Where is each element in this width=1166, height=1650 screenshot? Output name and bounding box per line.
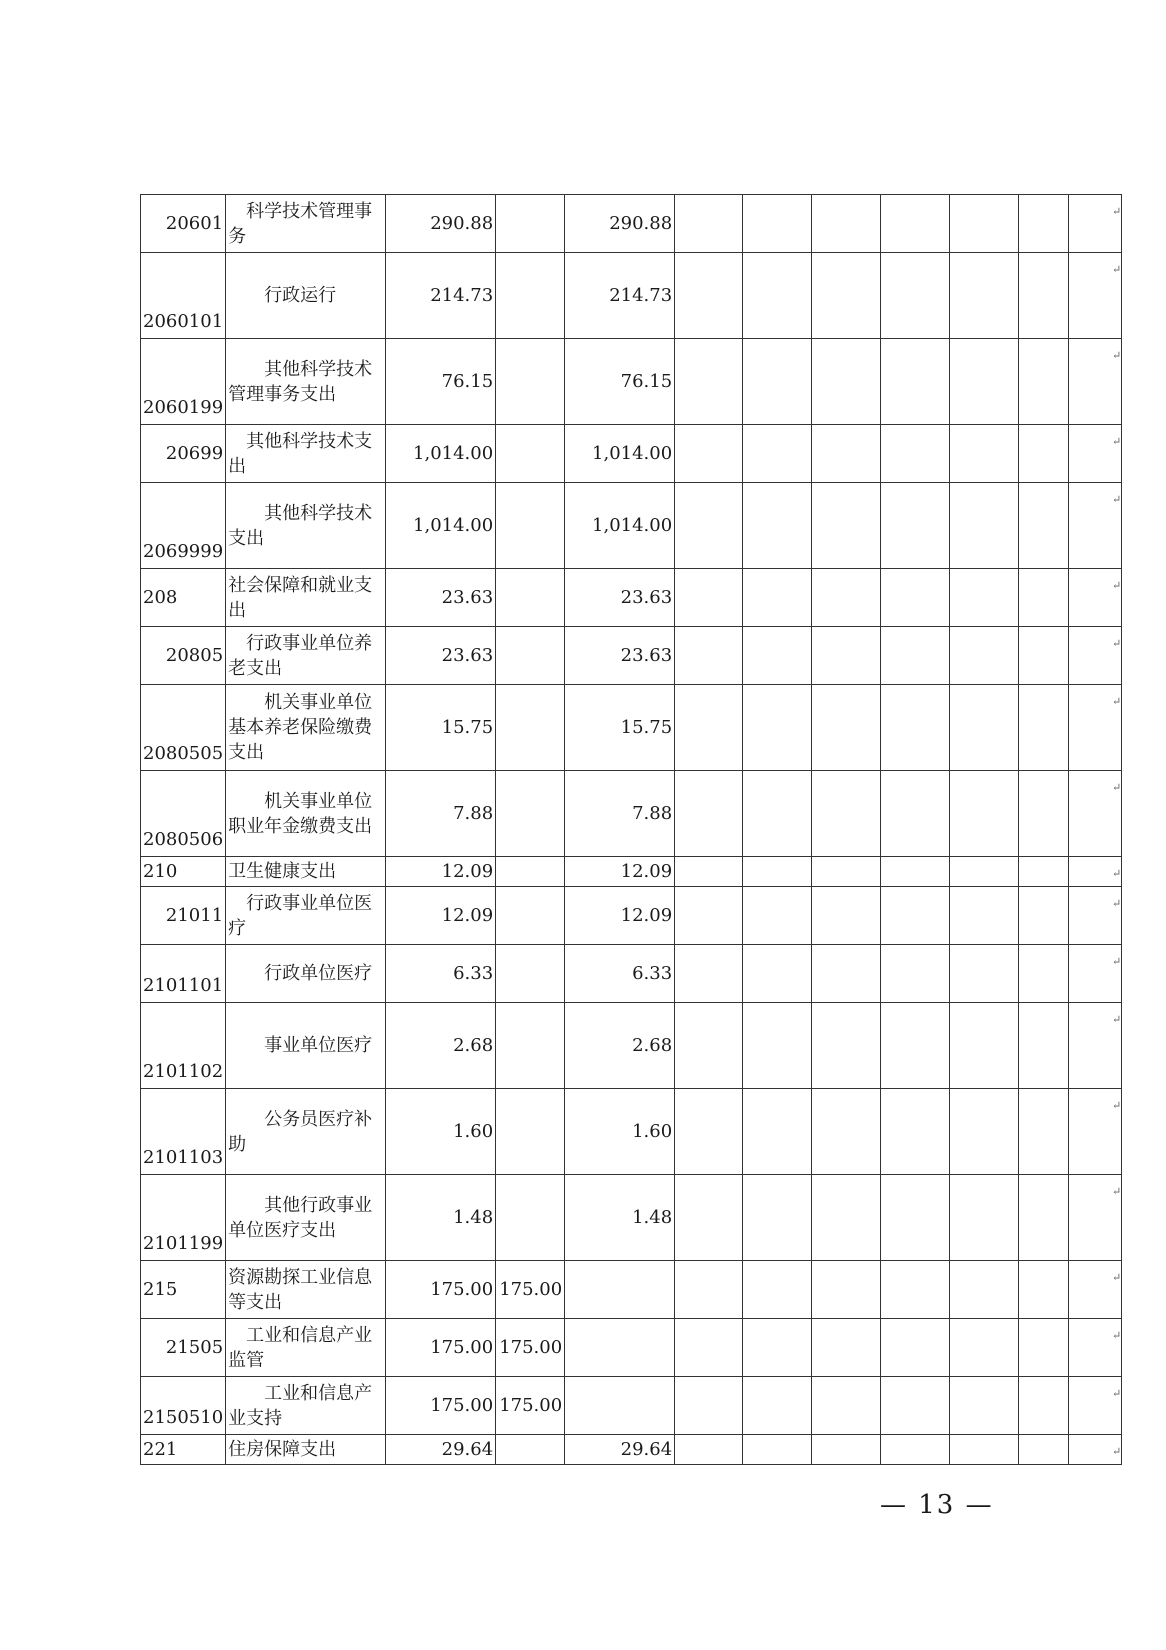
paragraph-mark-icon: ↵ <box>1112 1013 1122 1026</box>
row-col2 <box>496 1003 565 1089</box>
empty-cell <box>881 685 950 771</box>
row-col3: 6.33 <box>565 945 675 1003</box>
row-total: 76.15 <box>386 339 496 425</box>
empty-cell <box>1069 1319 1122 1377</box>
empty-cell <box>950 425 1019 483</box>
row-name: 社会保障和就业支出 <box>226 569 386 627</box>
row-name: 卫生健康支出 <box>226 857 386 887</box>
empty-cell <box>881 1261 950 1319</box>
paragraph-mark-icon: ↵ <box>1112 867 1122 880</box>
row-code: 2150510 <box>141 1377 226 1435</box>
empty-cell <box>1019 253 1069 339</box>
row-col3: 7.88 <box>565 771 675 857</box>
empty-cell <box>675 1003 743 1089</box>
empty-cell <box>1019 483 1069 569</box>
empty-cell <box>675 627 743 685</box>
empty-cell <box>950 1003 1019 1089</box>
empty-cell <box>812 1175 881 1261</box>
table-row <box>141 771 1122 857</box>
row-total: 1,014.00 <box>386 425 496 483</box>
empty-cell <box>812 1377 881 1435</box>
row-code: 20601 <box>141 195 226 253</box>
row-name: 事业单位医疗 <box>226 1003 386 1089</box>
empty-cell <box>743 1261 812 1319</box>
empty-cell <box>950 1377 1019 1435</box>
empty-cell <box>950 857 1019 887</box>
row-col2: 175.00 <box>496 1377 565 1435</box>
row-col3: 1,014.00 <box>565 425 675 483</box>
paragraph-mark-icon: ↵ <box>1112 695 1122 708</box>
empty-cell <box>881 1003 950 1089</box>
row-col2 <box>496 1435 565 1465</box>
empty-cell <box>675 1261 743 1319</box>
table-row <box>141 685 1122 771</box>
empty-cell <box>812 1089 881 1175</box>
empty-cell <box>743 1435 812 1465</box>
empty-cell <box>1069 195 1122 253</box>
empty-cell <box>675 1175 743 1261</box>
empty-cell <box>950 1319 1019 1377</box>
empty-cell <box>950 339 1019 425</box>
row-col2 <box>496 945 565 1003</box>
row-total: 6.33 <box>386 945 496 1003</box>
row-code: 221 <box>141 1435 226 1465</box>
empty-cell <box>1019 627 1069 685</box>
row-name: 其他科学技术支出 <box>226 483 386 569</box>
empty-cell <box>950 945 1019 1003</box>
row-name: 其他科学技术管理事务支出 <box>226 339 386 425</box>
empty-cell <box>743 857 812 887</box>
empty-cell <box>950 195 1019 253</box>
empty-cell <box>675 887 743 945</box>
row-col3: 2.68 <box>565 1003 675 1089</box>
empty-cell <box>881 945 950 1003</box>
row-name: 机关事业单位基本养老保险缴费支出 <box>226 685 386 771</box>
row-name: 其他行政事业单位医疗支出 <box>226 1175 386 1261</box>
row-code: 2069999 <box>141 483 226 569</box>
empty-cell <box>1019 1175 1069 1261</box>
empty-cell <box>881 339 950 425</box>
paragraph-mark-icon: ↵ <box>1112 349 1122 362</box>
row-total: 7.88 <box>386 771 496 857</box>
empty-cell <box>950 1435 1019 1465</box>
empty-cell <box>1069 887 1122 945</box>
empty-cell <box>812 685 881 771</box>
empty-cell <box>675 569 743 627</box>
empty-cell <box>743 1089 812 1175</box>
row-col2 <box>496 1089 565 1175</box>
row-total: 12.09 <box>386 857 496 887</box>
row-total: 214.73 <box>386 253 496 339</box>
table-body <box>141 195 1122 1465</box>
row-col2 <box>496 771 565 857</box>
paragraph-mark-icon: ↵ <box>1112 955 1122 968</box>
row-col2: 175.00 <box>496 1261 565 1319</box>
table-row <box>141 1261 1122 1319</box>
row-col2 <box>496 887 565 945</box>
empty-cell <box>812 627 881 685</box>
row-code: 208 <box>141 569 226 627</box>
table-row <box>141 1089 1122 1175</box>
empty-cell <box>743 685 812 771</box>
row-col3: 29.64 <box>565 1435 675 1465</box>
row-col3 <box>565 1261 675 1319</box>
empty-cell <box>743 1319 812 1377</box>
row-total: 1.48 <box>386 1175 496 1261</box>
row-col3: 23.63 <box>565 569 675 627</box>
row-code: 21011 <box>141 887 226 945</box>
row-code: 2080505 <box>141 685 226 771</box>
row-name: 资源勘探工业信息等支出 <box>226 1261 386 1319</box>
row-total: 23.63 <box>386 627 496 685</box>
empty-cell <box>1069 569 1122 627</box>
table-row <box>141 195 1122 253</box>
empty-cell <box>881 1435 950 1465</box>
empty-cell <box>743 945 812 1003</box>
paragraph-mark-icon: ↵ <box>1112 205 1122 218</box>
empty-cell <box>881 887 950 945</box>
table-row <box>141 945 1122 1003</box>
empty-cell <box>812 887 881 945</box>
paragraph-mark-icon: ↵ <box>1112 263 1122 276</box>
paragraph-mark-icon: ↵ <box>1112 1099 1122 1112</box>
empty-cell <box>950 1089 1019 1175</box>
table-row <box>141 1319 1122 1377</box>
empty-cell <box>950 627 1019 685</box>
empty-cell <box>675 195 743 253</box>
empty-cell <box>950 253 1019 339</box>
row-code: 2101103 <box>141 1089 226 1175</box>
empty-cell <box>881 483 950 569</box>
row-col2: 175.00 <box>496 1319 565 1377</box>
empty-cell <box>812 771 881 857</box>
row-col3: 12.09 <box>565 857 675 887</box>
empty-cell <box>812 857 881 887</box>
empty-cell <box>881 1089 950 1175</box>
empty-cell <box>675 1377 743 1435</box>
empty-cell <box>743 425 812 483</box>
empty-cell <box>1019 857 1069 887</box>
empty-cell <box>743 627 812 685</box>
row-code: 215 <box>141 1261 226 1319</box>
paragraph-mark-icon: ↵ <box>1112 435 1122 448</box>
paragraph-mark-icon: ↵ <box>1112 1387 1122 1400</box>
row-total: 12.09 <box>386 887 496 945</box>
empty-cell <box>743 1377 812 1435</box>
row-col3 <box>565 1319 675 1377</box>
table-row <box>141 483 1122 569</box>
empty-cell <box>743 195 812 253</box>
row-col3: 290.88 <box>565 195 675 253</box>
empty-cell <box>675 685 743 771</box>
empty-cell <box>812 1003 881 1089</box>
paragraph-mark-icon: ↵ <box>1112 1445 1122 1458</box>
row-col2 <box>496 483 565 569</box>
empty-cell <box>1019 339 1069 425</box>
empty-cell <box>881 627 950 685</box>
empty-cell <box>881 857 950 887</box>
empty-cell <box>675 253 743 339</box>
paragraph-mark-icon: ↵ <box>1112 637 1122 650</box>
row-name: 科学技术管理事务 <box>226 195 386 253</box>
empty-cell <box>675 425 743 483</box>
empty-cell <box>1069 1261 1122 1319</box>
row-total: 1.60 <box>386 1089 496 1175</box>
empty-cell <box>812 253 881 339</box>
table-row <box>141 569 1122 627</box>
table-row <box>141 1435 1122 1465</box>
row-col3: 12.09 <box>565 887 675 945</box>
empty-cell <box>1069 1377 1122 1435</box>
empty-cell <box>950 569 1019 627</box>
row-code: 20699 <box>141 425 226 483</box>
empty-cell <box>812 195 881 253</box>
empty-cell <box>1019 195 1069 253</box>
empty-cell <box>1019 569 1069 627</box>
empty-cell <box>950 1175 1019 1261</box>
row-code: 20805 <box>141 627 226 685</box>
empty-cell <box>675 1435 743 1465</box>
empty-cell <box>675 857 743 887</box>
table-row <box>141 887 1122 945</box>
empty-cell <box>1019 685 1069 771</box>
row-code: 210 <box>141 857 226 887</box>
table-row <box>141 1175 1122 1261</box>
page-number: — 13 — <box>880 1490 994 1520</box>
empty-cell <box>881 425 950 483</box>
empty-cell <box>881 1377 950 1435</box>
empty-cell <box>881 1175 950 1261</box>
empty-cell <box>743 569 812 627</box>
empty-cell <box>743 339 812 425</box>
empty-cell <box>950 887 1019 945</box>
row-col2 <box>496 253 565 339</box>
empty-cell <box>881 195 950 253</box>
empty-cell <box>812 425 881 483</box>
empty-cell <box>950 771 1019 857</box>
paragraph-mark-icon: ↵ <box>1112 1185 1122 1198</box>
row-name: 公务员医疗补助 <box>226 1089 386 1175</box>
row-col2 <box>496 339 565 425</box>
row-col3: 76.15 <box>565 339 675 425</box>
empty-cell <box>743 1175 812 1261</box>
row-code: 21505 <box>141 1319 226 1377</box>
paragraph-mark-icon: ↵ <box>1112 579 1122 592</box>
row-name: 住房保障支出 <box>226 1435 386 1465</box>
empty-cell <box>812 1261 881 1319</box>
empty-cell <box>1069 425 1122 483</box>
empty-cell <box>675 1089 743 1175</box>
row-col2 <box>496 627 565 685</box>
row-code: 2060101 <box>141 253 226 339</box>
paragraph-mark-icon: ↵ <box>1112 897 1122 910</box>
row-code: 2101199 <box>141 1175 226 1261</box>
row-name: 行政单位医疗 <box>226 945 386 1003</box>
row-col3: 15.75 <box>565 685 675 771</box>
row-code: 2060199 <box>141 339 226 425</box>
empty-cell <box>1019 1319 1069 1377</box>
row-total: 2.68 <box>386 1003 496 1089</box>
row-col2 <box>496 195 565 253</box>
row-total: 290.88 <box>386 195 496 253</box>
row-col3: 1.60 <box>565 1089 675 1175</box>
empty-cell <box>743 1003 812 1089</box>
empty-cell <box>1019 1003 1069 1089</box>
table-row <box>141 339 1122 425</box>
row-name: 行政运行 <box>226 253 386 339</box>
empty-cell <box>812 1435 881 1465</box>
row-col3 <box>565 1377 675 1435</box>
row-col3: 214.73 <box>565 253 675 339</box>
empty-cell <box>1069 945 1122 1003</box>
empty-cell <box>950 685 1019 771</box>
empty-cell <box>881 569 950 627</box>
row-total: 1,014.00 <box>386 483 496 569</box>
empty-cell <box>1069 627 1122 685</box>
row-col2 <box>496 685 565 771</box>
row-col2 <box>496 1175 565 1261</box>
row-code: 2101101 <box>141 945 226 1003</box>
empty-cell <box>1019 1089 1069 1175</box>
empty-cell <box>812 945 881 1003</box>
empty-cell <box>675 1319 743 1377</box>
row-name: 其他科学技术支出 <box>226 425 386 483</box>
empty-cell <box>950 1261 1019 1319</box>
empty-cell <box>950 483 1019 569</box>
empty-cell <box>1019 425 1069 483</box>
empty-cell <box>1019 1435 1069 1465</box>
row-name: 工业和信息产业监管 <box>226 1319 386 1377</box>
empty-cell <box>1019 1261 1069 1319</box>
empty-cell <box>881 771 950 857</box>
empty-cell <box>743 771 812 857</box>
empty-cell <box>812 483 881 569</box>
empty-cell <box>881 253 950 339</box>
paragraph-mark-icon: ↵ <box>1112 493 1122 506</box>
row-total: 175.00 <box>386 1261 496 1319</box>
table-row <box>141 425 1122 483</box>
row-name: 工业和信息产业支持 <box>226 1377 386 1435</box>
row-total: 15.75 <box>386 685 496 771</box>
row-total: 23.63 <box>386 569 496 627</box>
row-col2 <box>496 569 565 627</box>
empty-cell <box>1019 887 1069 945</box>
empty-cell <box>743 253 812 339</box>
paragraph-mark-icon: ↵ <box>1112 781 1122 794</box>
row-col3: 1,014.00 <box>565 483 675 569</box>
empty-cell <box>743 887 812 945</box>
row-total: 175.00 <box>386 1319 496 1377</box>
table-row <box>141 1377 1122 1435</box>
row-code: 2080506 <box>141 771 226 857</box>
row-col3: 23.63 <box>565 627 675 685</box>
budget-table <box>140 194 1122 1465</box>
empty-cell <box>675 945 743 1003</box>
paragraph-mark-icon: ↵ <box>1112 1329 1122 1342</box>
row-col2 <box>496 425 565 483</box>
table-row <box>141 627 1122 685</box>
table-row <box>141 253 1122 339</box>
empty-cell <box>675 483 743 569</box>
row-code: 2101102 <box>141 1003 226 1089</box>
empty-cell <box>881 1319 950 1377</box>
paragraph-mark-icon: ↵ <box>1112 1271 1122 1284</box>
empty-cell <box>1019 945 1069 1003</box>
empty-cell <box>812 569 881 627</box>
empty-cell <box>675 339 743 425</box>
empty-cell <box>1019 771 1069 857</box>
table-row <box>141 1003 1122 1089</box>
empty-cell <box>675 771 743 857</box>
row-total: 175.00 <box>386 1377 496 1435</box>
row-col3: 1.48 <box>565 1175 675 1261</box>
row-total: 29.64 <box>386 1435 496 1465</box>
row-name: 机关事业单位职业年金缴费支出 <box>226 771 386 857</box>
empty-cell <box>1019 1377 1069 1435</box>
empty-cell <box>743 483 812 569</box>
row-name: 行政事业单位医疗 <box>226 887 386 945</box>
empty-cell <box>812 339 881 425</box>
empty-cell <box>812 1319 881 1377</box>
row-col2 <box>496 857 565 887</box>
table-row <box>141 857 1122 887</box>
row-name: 行政事业单位养老支出 <box>226 627 386 685</box>
